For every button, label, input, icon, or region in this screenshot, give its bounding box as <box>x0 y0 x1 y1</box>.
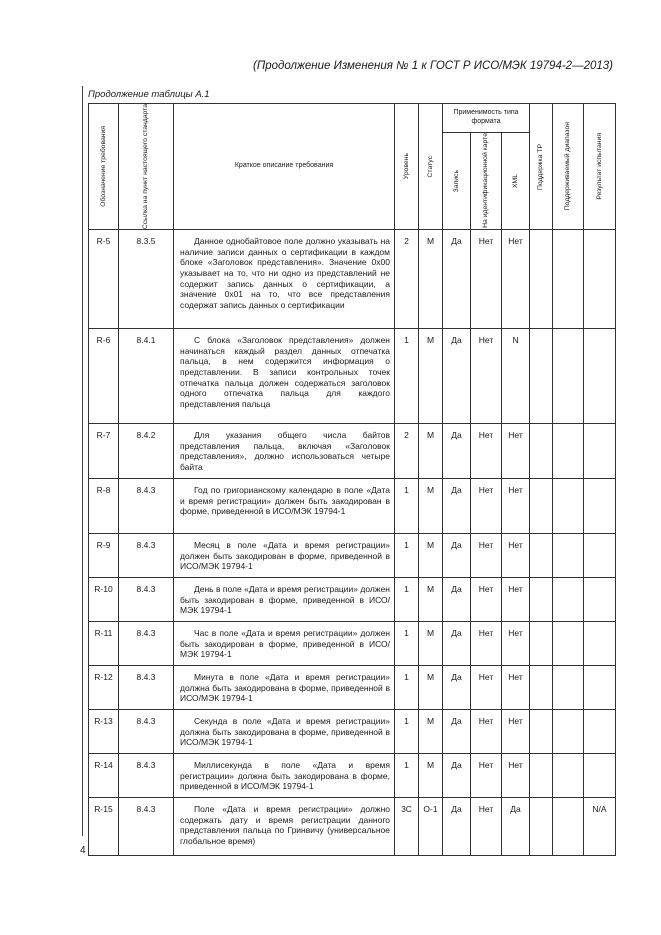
cell-record: Да <box>443 479 471 534</box>
cell-card: Нет <box>471 534 502 578</box>
cell-support <box>530 666 553 710</box>
cell-level: 1 <box>395 666 419 710</box>
cell-desc: Для указания общего числа байтов представления пальца, включая «Заголовок представления», должно использоваться четыре байта <box>174 424 395 479</box>
cell-level: 1 <box>395 479 419 534</box>
cell-ref: 8.3.5 <box>119 230 174 329</box>
requirements-table <box>88 103 616 856</box>
cell-ref: 8.4.3 <box>119 710 174 754</box>
cell-support <box>530 754 553 798</box>
cell-result <box>584 329 616 424</box>
cell-xml: Нет <box>502 479 530 534</box>
cell-desc: Миллисекунда в поле «Дата и время регистрации» должна быть закодирована в форме, приведенной в ИСО/МЭК 19794-1 <box>174 754 395 798</box>
cell-result <box>584 230 616 329</box>
table-caption: Продолжение таблицы А.1 <box>88 89 210 100</box>
cell-desc: Минута в поле «Дата и время регистрации» должна быть закодирована в форме, приведенной в ИСО/МЭК 19794-1 <box>174 666 395 710</box>
cell-level: 3С <box>395 798 419 856</box>
table-row <box>89 798 616 856</box>
cell-range <box>553 754 584 798</box>
cell-status: M <box>419 666 443 710</box>
cell-id: R-13 <box>89 710 119 754</box>
cell-result <box>584 424 616 479</box>
cell-range <box>553 798 584 856</box>
col-header-card: На идентификационной карте <box>471 132 502 230</box>
cell-status: M <box>419 424 443 479</box>
col-header-result: Результат испытания <box>584 104 616 230</box>
cell-record: Да <box>443 534 471 578</box>
table-row <box>89 424 616 479</box>
cell-xml: Нет <box>502 424 530 479</box>
cell-record: Да <box>443 230 471 329</box>
cell-xml: Нет <box>502 622 530 666</box>
cell-id: R-9 <box>89 534 119 578</box>
cell-card: Нет <box>471 329 502 424</box>
cell-support <box>530 534 553 578</box>
margin-line <box>82 86 83 836</box>
cell-status: M <box>419 622 443 666</box>
cell-range <box>553 534 584 578</box>
cell-range <box>553 622 584 666</box>
col-header-support: Поддержка ТР <box>530 104 553 230</box>
col-header-desc: Краткое описание требования <box>174 104 395 230</box>
cell-support <box>530 578 553 622</box>
table-row <box>89 329 616 424</box>
cell-ref: 8.4.3 <box>119 578 174 622</box>
cell-range <box>553 329 584 424</box>
cell-xml: Нет <box>502 578 530 622</box>
cell-xml: N <box>502 329 530 424</box>
cell-result <box>584 534 616 578</box>
cell-card: Нет <box>471 578 502 622</box>
cell-support <box>530 230 553 329</box>
cell-range <box>553 230 584 329</box>
cell-record: Да <box>443 424 471 479</box>
cell-level: 1 <box>395 622 419 666</box>
cell-record: Да <box>443 578 471 622</box>
col-header-applicability: Применимость типа формата <box>443 104 530 133</box>
cell-result <box>584 578 616 622</box>
cell-xml: Нет <box>502 230 530 329</box>
cell-card: Нет <box>471 666 502 710</box>
table-row <box>89 578 616 622</box>
cell-level: 1 <box>395 534 419 578</box>
cell-record: Да <box>443 798 471 856</box>
cell-support <box>530 710 553 754</box>
cell-result <box>584 754 616 798</box>
col-header-xml: XML <box>502 132 530 230</box>
document-header: (Продолжение Изменения № 1 к ГОСТ Р ИСО/МЭК 19794-2—2013) <box>253 60 613 72</box>
cell-id: R-14 <box>89 754 119 798</box>
cell-ref: 8.4.3 <box>119 666 174 710</box>
table-row <box>89 230 616 329</box>
cell-record: Да <box>443 710 471 754</box>
cell-card: Нет <box>471 479 502 534</box>
cell-result <box>584 666 616 710</box>
cell-ref: 8.4.3 <box>119 622 174 666</box>
cell-id: R-10 <box>89 578 119 622</box>
cell-id: R-11 <box>89 622 119 666</box>
cell-xml: Нет <box>502 534 530 578</box>
cell-level: 2 <box>395 230 419 329</box>
cell-record: Да <box>443 622 471 666</box>
cell-ref: 8.4.1 <box>119 329 174 424</box>
table-row <box>89 479 616 534</box>
cell-ref: 8.4.3 <box>119 754 174 798</box>
cell-card: Нет <box>471 710 502 754</box>
cell-level: 1 <box>395 710 419 754</box>
cell-id: R-12 <box>89 666 119 710</box>
cell-desc: День в поле «Дата и время регистрации» должен быть закодирован в форме, приведенной в ИСО/МЭК 19794-1 <box>174 578 395 622</box>
cell-desc: Год по григорианскому календарю в поле «Дата и время регистрации» должен быть закодирован в форме, приведенной в ИСО/МЭК 19794-1 <box>174 479 395 534</box>
cell-level: 1 <box>395 754 419 798</box>
cell-level: 2 <box>395 424 419 479</box>
col-header-ref: Ссылка на пункт настоящего стандарта <box>119 104 174 230</box>
cell-range <box>553 710 584 754</box>
col-header-range: Поддерживаемый диапазон <box>553 104 584 230</box>
cell-card: Нет <box>471 754 502 798</box>
cell-id: R-7 <box>89 424 119 479</box>
col-header-level: Уровень <box>395 104 419 230</box>
table-row <box>89 666 616 710</box>
cell-status: M <box>419 534 443 578</box>
cell-xml: Нет <box>502 710 530 754</box>
page-number: 4 <box>80 845 86 856</box>
cell-result <box>584 479 616 534</box>
cell-status: M <box>419 710 443 754</box>
cell-xml: Нет <box>502 754 530 798</box>
cell-ref: 8.4.2 <box>119 424 174 479</box>
cell-status: О-1 <box>419 798 443 856</box>
cell-desc: Данное однобайтовое поле должно указывать на наличие записи данных о сертификации в каждом блоке «Заголовок представления». Значение 0x00 указывает на то, что ни одно из представлений не содержит запись данных о сертификации, а значение 0x01 на то, что все представления содержат запись данных о сертификации <box>174 230 395 329</box>
cell-record: Да <box>443 666 471 710</box>
cell-range <box>553 666 584 710</box>
cell-support <box>530 329 553 424</box>
col-header-record: Запись <box>443 132 471 230</box>
table-row <box>89 534 616 578</box>
table-body <box>89 230 616 856</box>
cell-status: M <box>419 479 443 534</box>
cell-card: Нет <box>471 424 502 479</box>
cell-desc: С блока «Заголовок представления» должен начинаться каждый раздел данных отпечатка пальца, в нем содержится информация о представлении. В записи контрольных точек отпечатка пальца должен содержаться заголовок одного отпечатка пальца для каждого представления пальца <box>174 329 395 424</box>
cell-range <box>553 424 584 479</box>
cell-support <box>530 479 553 534</box>
cell-ref: 8.4.3 <box>119 479 174 534</box>
cell-card: Нет <box>471 230 502 329</box>
cell-range <box>553 578 584 622</box>
cell-id: R-8 <box>89 479 119 534</box>
cell-desc: Секунда в поле «Дата и время регистрации» должна быть закодирована в форме, приведенной в ИСО/МЭК 19794-1 <box>174 710 395 754</box>
cell-range <box>553 479 584 534</box>
cell-card: Нет <box>471 622 502 666</box>
cell-id: R-5 <box>89 230 119 329</box>
cell-support <box>530 622 553 666</box>
cell-result <box>584 622 616 666</box>
cell-xml: Да <box>502 798 530 856</box>
cell-xml: Нет <box>502 666 530 710</box>
cell-card: Нет <box>471 798 502 856</box>
cell-result: N/A <box>584 798 616 856</box>
cell-record: Да <box>443 329 471 424</box>
cell-support <box>530 798 553 856</box>
cell-level: 1 <box>395 329 419 424</box>
cell-id: R-15 <box>89 798 119 856</box>
cell-status: M <box>419 754 443 798</box>
table-row <box>89 622 616 666</box>
cell-desc: Поле «Дата и время регистрации» должно содержать дату и время регистрации данного представления пальца по Гринвичу (универсальное глобальное время) <box>174 798 395 856</box>
table-row <box>89 754 616 798</box>
cell-status: M <box>419 578 443 622</box>
cell-id: R-6 <box>89 329 119 424</box>
table-row <box>89 710 616 754</box>
cell-ref: 8.4.3 <box>119 534 174 578</box>
cell-ref: 8.4.3 <box>119 798 174 856</box>
cell-result <box>584 710 616 754</box>
cell-support <box>530 424 553 479</box>
cell-status: M <box>419 329 443 424</box>
cell-level: 1 <box>395 578 419 622</box>
cell-desc: Месяц в поле «Дата и время регистрации» должен быть закодирован в форме, приведенной в ИСО/МЭК 19794-1 <box>174 534 395 578</box>
col-header-status: Статус <box>419 104 443 230</box>
cell-record: Да <box>443 754 471 798</box>
cell-status: M <box>419 230 443 329</box>
col-header-req-id: Обозначение требования <box>89 104 119 230</box>
cell-desc: Час в поле «Дата и время регистрации» должен быть закодирован в форме, приведенной в ИСО/МЭК 19794-1 <box>174 622 395 666</box>
